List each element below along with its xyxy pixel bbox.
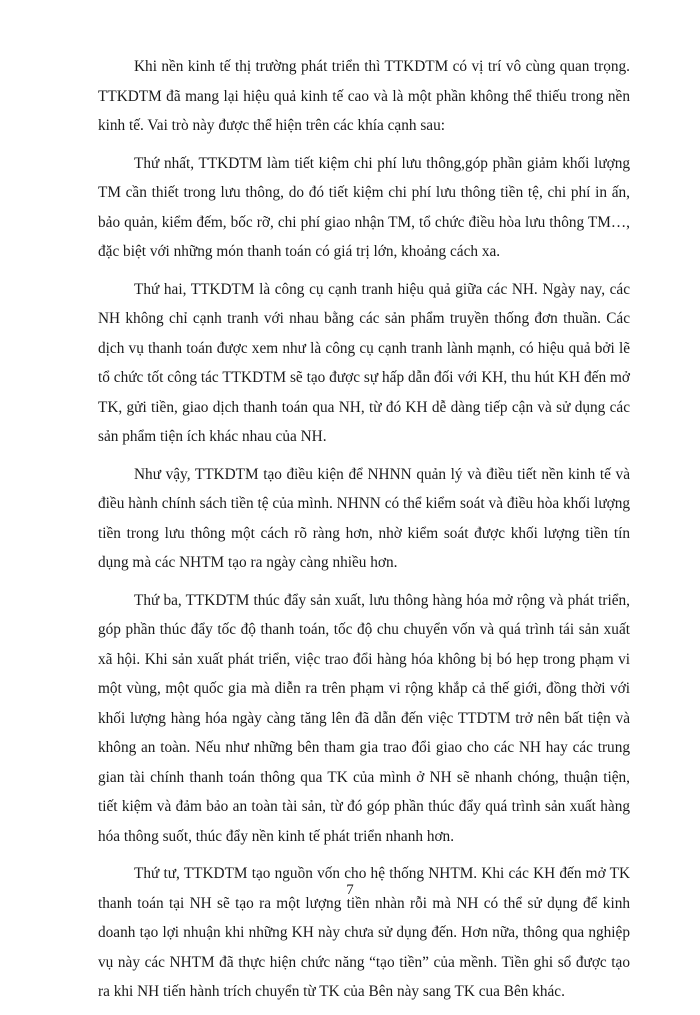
paragraph-monetary-policy: Như vậy, TTKDTM tạo điều kiện để NHNN quản lý và điều tiết nền kinh tế và điều hành chính sách tiền tệ của mình. NHNN có thể kiểm soát và điều hòa khối lượng tiền trong lưu thông một cách rõ ràng hơn, nhờ kiểm soát được khối lượng tiền tín dụng mà các NHTM tạo ra ngày càng nhiều hơn. bbox=[98, 465, 630, 571]
paragraph-fourth-role: Thứ tư, TTKDTM tạo nguồn vốn cho hệ thống NHTM. Khi các KH đến mở TK thanh toán tại NH sẽ tạo ra một lượng tiền nhàn rỗi mà NH có thể sử dụng để kinh doanh tạo lợi nhuận khi những KH này chưa sử dụng đến. Hơn nữa, thông qua nghiệp vụ này các NHTM đã thực hiện chức năng “tạo tiền” của mềnh. Tiền ghi sổ được tạo ra khi NH tiến hành trích chuyển từ TK của Bên này sang TK cua Bên khác. bbox=[98, 865, 630, 1000]
document-body bbox=[98, 52, 630, 1015]
paragraph-second-role: Thứ hai, TTKDTM là công cụ cạnh tranh hiệu quả giữa các NH. Ngày nay, các NH không chỉ cạnh tranh với nhau bằng các sản phẩm truyền thống đơn thuần. Các dịch vụ thanh toán được xem như là công cụ cạnh tranh lành mạnh, có hiệu quả bởi lẽ tổ chức tốt công tác TTKDTM sẽ tạo được sự hấp dẫn đối với KH, thu hút KH đến mở TK, gửi tiền, giao dịch thanh toán qua NH, từ đó KH dễ dàng tiếp cận và sử dụng các sản phẩm tiện ích khác nhau của NH. bbox=[98, 280, 630, 445]
paragraph-first-role: Thứ nhất, TTKDTM làm tiết kiệm chi phí lưu thông,góp phần giảm khối lượng TM cần thiết trong lưu thông, do đó tiết kiệm chi phí lưu thông tiền tệ, chi phí in ấn, bảo quản, kiểm đếm, bốc rỡ, chi phí giao nhận TM, tổ chức điều hòa lưu thông TM…, đặc biệt với những món thanh toán có giá trị lớn, khoảng cách xa. bbox=[98, 154, 630, 260]
page-number: 7 bbox=[346, 882, 354, 898]
paragraph-third-role: Thứ ba, TTKDTM thúc đẩy sản xuất, lưu thông hàng hóa mở rộng và phát triển, góp phần thúc đẩy tốc độ thanh toán, tốc độ chu chuyển vốn và quá trình tái sản xuất xã hội. Khi sản xuất phát triển, việc trao đổi hàng hóa không bị bó hẹp trong phạm vi một vùng, một quốc gia mà diễn ra trên phạm vi rộng khắp cả thế giới, đồng thời với khối lượng hàng hóa ngày càng tăng lên đã dẫn đến việc TTDTM trở nên bất tiện và không an toàn. Nếu như những bên tham gia trao đổi giao cho các NH hay các trung gian tài chính thanh toán thông qua TK của mình ở NH sẽ nhanh chóng, thuận tiện, tiết kiệm và đảm bảo an toàn tài sản, từ đó góp phần thúc đẩy quá trình sản xuất hàng hóa thông suốt, thúc đẩy nền kinh tế phát triển nhanh hơn. bbox=[98, 591, 630, 845]
paragraph-intro: Khi nền kinh tế thị trường phát triển thì TTKDTM có vị trí vô cùng quan trọng. TTKDTM đã mang lại hiệu quả kinh tế cao và là một phần không thể thiếu trong nền kinh tế. Vai trò này được thể hiện trên các khía cạnh sau: bbox=[98, 58, 630, 134]
